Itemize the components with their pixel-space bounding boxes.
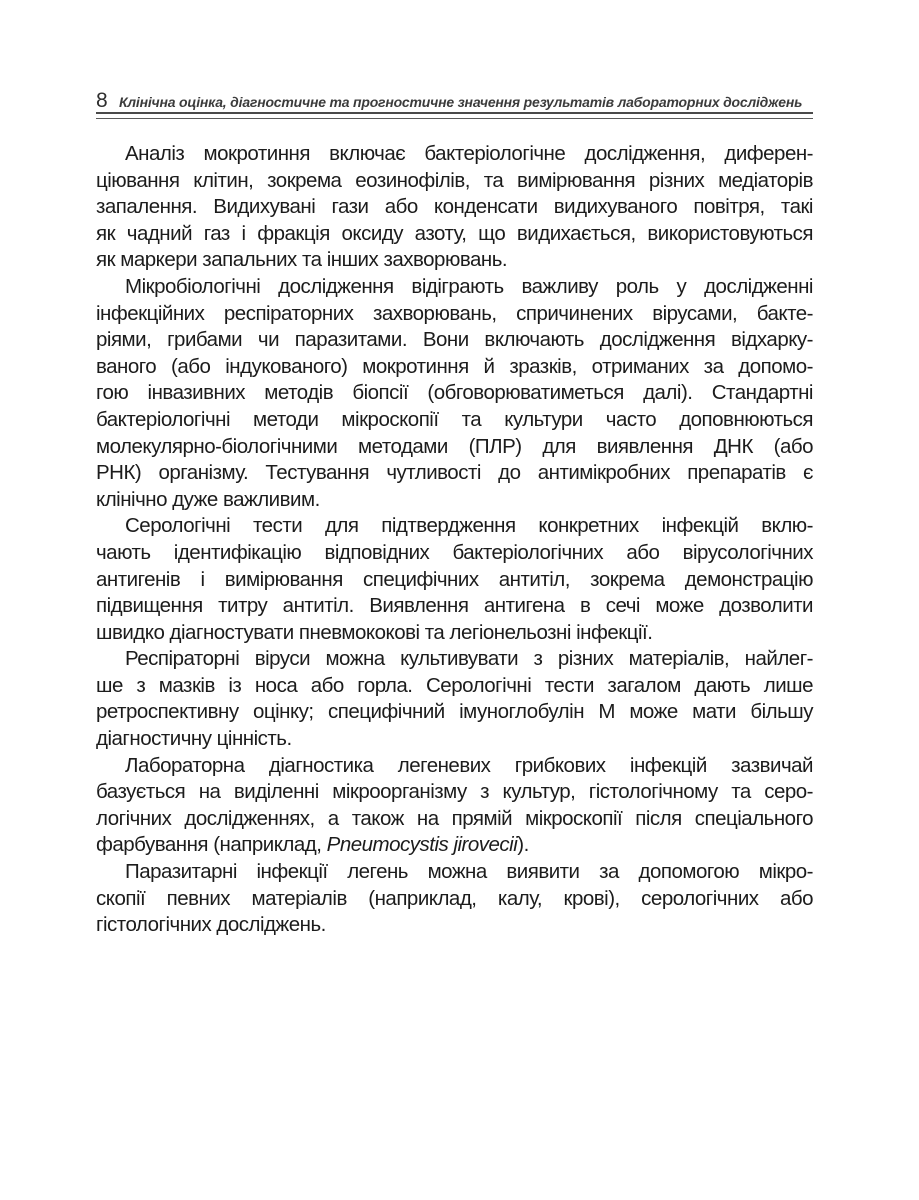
text-line: антигенів і вимірювання специфічних антитіл, зокрема демонстрацію — [96, 567, 813, 591]
text-line: Аналіз мокротиння включає бактеріологічне дослідження, диферен- — [125, 142, 813, 165]
text-line: логічних дослідженнях, а також на прямій мікроскопії після спеціального — [96, 806, 813, 830]
running-title: Клінічна оцінка, діагностичне та прогностичне значення результатів лабораторних досліджень — [118, 94, 803, 110]
text-line: ретроспективну оцінку; специфічний імуноглобулін М може мати більшу — [96, 700, 813, 724]
text-line: РНК) організму. Тестування чутливості до антимікробних препаратів є — [96, 461, 813, 485]
text-line: молекулярно-біологічними методами (ПЛР) для виявлення ДНК (або — [96, 434, 813, 458]
text-line: ваного (або індукованого) мокротиння й зразків, отриманих за допомо- — [96, 354, 813, 378]
text-line: гою інвазивних методів біопсії (обговорюватиметься далі). Стандартні — [96, 381, 813, 405]
text-line: ріями, грибами чи паразитами. Вони включають дослідження відхарку- — [96, 328, 813, 352]
text-line: як маркери запальних та інших захворювань. — [96, 248, 508, 272]
text-line: чають ідентифікацію відповідних бактеріологічних або вірусологічних — [96, 540, 813, 564]
text-line: фарбування (наприклад, Pneumocystis jirovecii). — [96, 833, 529, 857]
page-header — [96, 90, 813, 113]
text-line: Паразитарні інфекції легень можна виявити за допомогою мікро- — [125, 860, 813, 884]
text-line: швидко діагностувати пневмококові та легіонельозні інфекції. — [96, 620, 653, 644]
text-line: скопії певних матеріалів (наприклад, калу, крові), серологічних або — [96, 886, 813, 910]
text-line: діагностичну цінність. — [96, 727, 292, 751]
text-line: ше з мазків із носа або горла. Серологічні тести загалом дають лише — [96, 673, 813, 697]
page-number: 8 — [96, 89, 109, 112]
text-line: базується на виділенні мікроорганізму з культур, гістологічному та серо- — [96, 780, 813, 804]
text-line: бактеріологічні методи мікроскопії та культури часто доповнюються — [96, 407, 813, 431]
text-line: клінічно дуже важливим. — [96, 487, 320, 511]
header-double-rule — [96, 112, 813, 119]
text-line: Серологічні тести для підтвердження конкретних інфекцій вклю- — [125, 514, 813, 538]
text-line: гістологічних досліджень. — [96, 913, 326, 937]
text-line: Респіраторні віруси можна культивувати з різних матеріалів, найлег- — [125, 647, 813, 671]
text-line: підвищення титру антитіл. Виявлення антигена в сечі може дозволити — [96, 594, 813, 618]
text-line: запалення. Видихувані гази або конденсати видихуваного повітря, такі — [96, 195, 813, 219]
page-body — [96, 141, 813, 939]
text-line: інфекційних респіраторних захворювань, спричинених вірусами, бакте- — [96, 301, 813, 325]
text-line: як чадний газ і фракція оксиду азоту, що видихається, використовуються — [96, 221, 813, 245]
text-line: Лабораторна діагностика легеневих грибкових інфекцій зазвичай — [125, 753, 813, 777]
text-line: Мікробіологічні дослідження відіграють важливу роль у дослідженні — [125, 274, 813, 298]
text-line: ціювання клітин, зокрема еозинофілів, та вимірювання різних медіаторів — [96, 168, 813, 192]
